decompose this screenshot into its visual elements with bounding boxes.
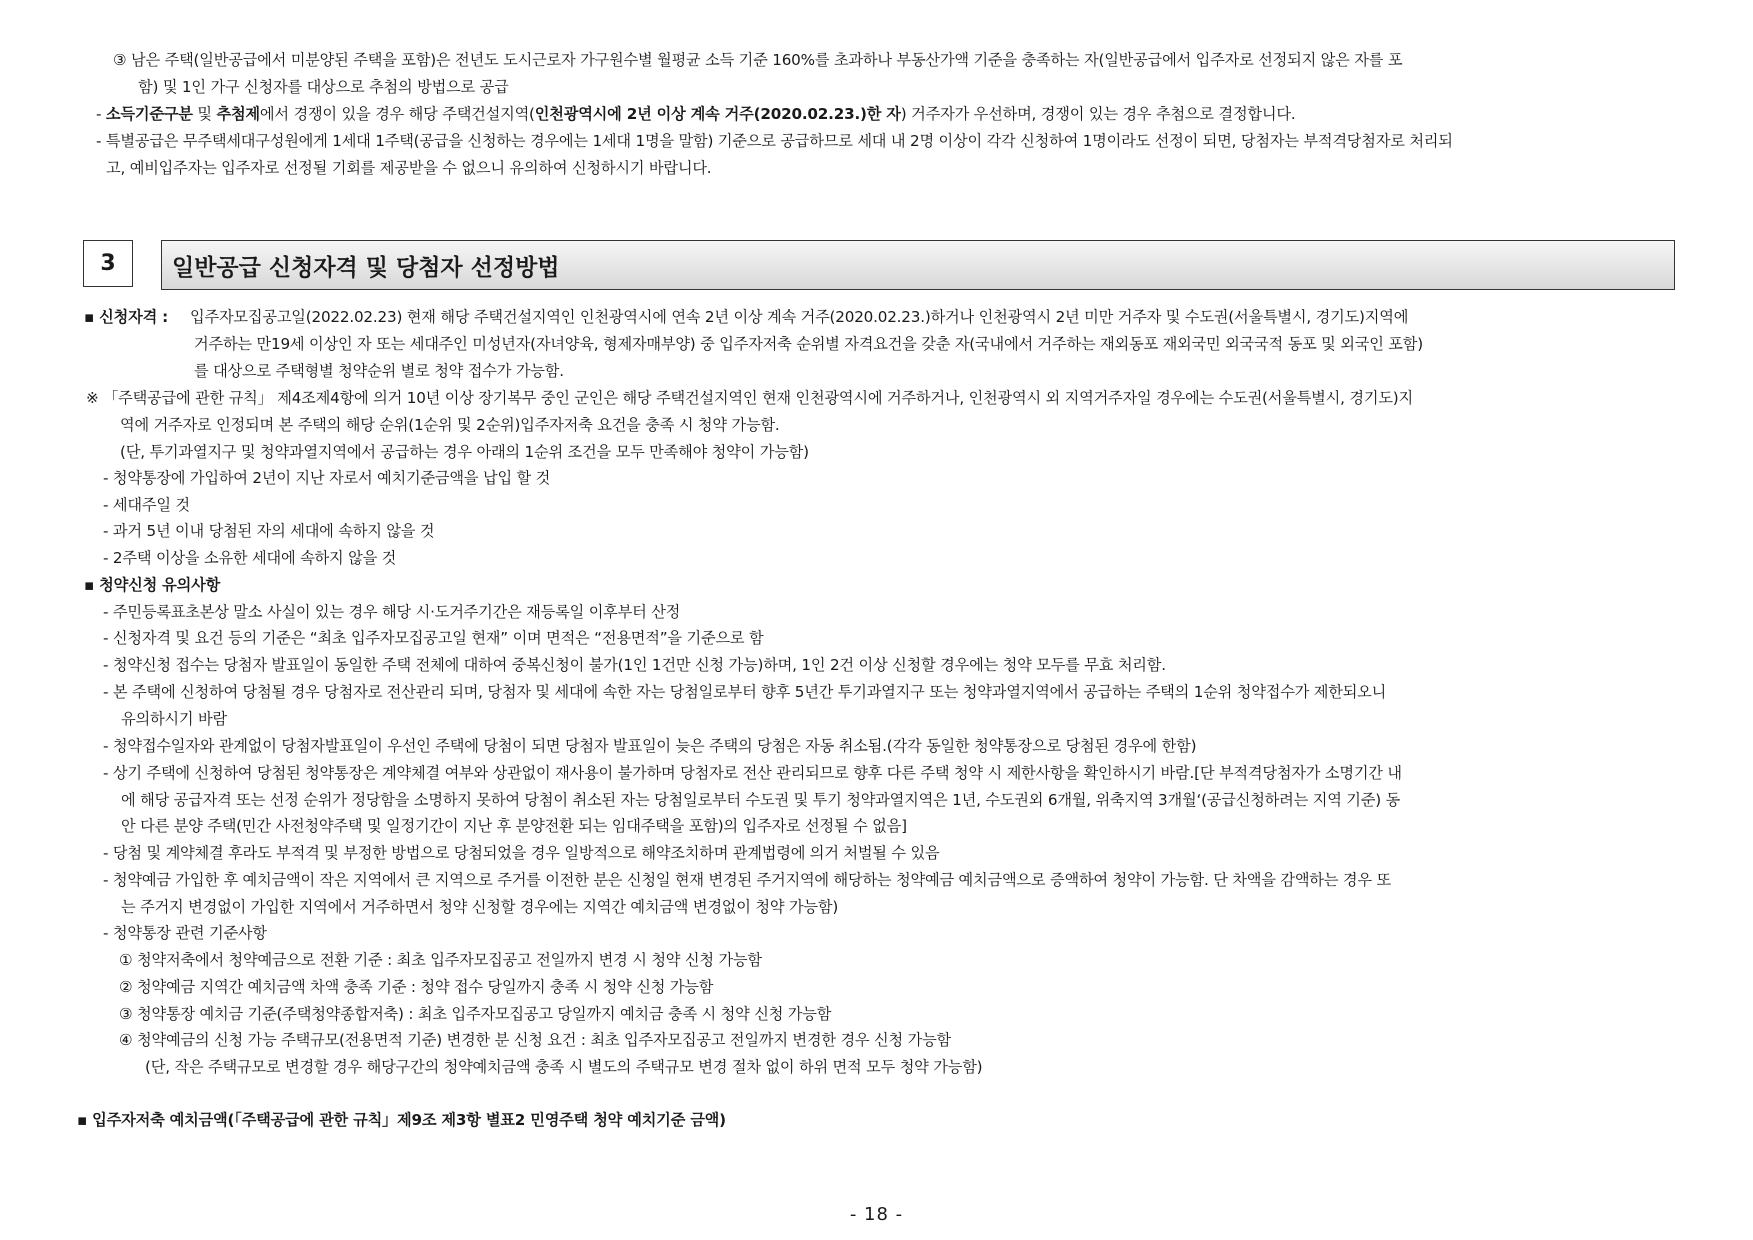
caution-line: - 상기 주택에 신청하여 당첨된 청약통장은 계약체결 여부와 상관없이 재사용이 불가하며 당첨자로 전산 관리되므로 향후 다른 주택 청약 시 제한사항을 확인하시기 바람.[단 부적격당첨자가 소명기간 내	[103, 764, 1402, 782]
caution-line: ③ 청약통장 예치금 기준(주택청약종합저축) : 최초 입주자모집공고 당일까지 예치금 충족 시 청약 신청 가능함	[119, 1005, 832, 1023]
caution-line: - 당첨 및 계약체결 후라도 부적격 및 부정한 방법으로 당첨되었을 경우 일방적으로 해약조치하며 관계법령에 의거 처벌될 수 있음	[103, 844, 940, 862]
military-note-line3: (단, 투기과열지구 및 청약과열지역에서 공급하는 경우 아래의 1순위 조건을 모두 만족해야 청약이 가능함)	[120, 443, 809, 461]
special-supply-note-line1: - 특별공급은 무주택세대구성원에게 1세대 1주택(공급을 신청하는 경우에는 1세대 1명을 말함) 기준으로 공급하므로 세대 내 2명 이상이 각각 신청하여 1명이라도 선정이 되면, 당첨자는 부적격당첨자로 처리되	[96, 132, 1453, 150]
military-note-line1: ※ 「주택공급에 관한 규칙」 제4조제4항에 의거 10년 이상 장기복무 중인 군인은 해당 주택건설지역인 현재 인천광역시에 거주하거나, 인천광역시 외 지역거주자일 경우에는 수도권(서울특별시, 경기도)지	[86, 389, 1413, 407]
caution-line: 안 다른 분양 주택(민간 사전청약주택 및 일정기간이 지난 후 분양전환 되는 임대주택을 포함)의 입주자로 선정될 수 없음]	[121, 817, 907, 835]
caution-line: ② 청약예금 지역간 예치금액 차액 충족 기준 : 청약 접수 당일까지 충족 시 청약 신청 가능함	[119, 978, 714, 996]
caution-line: - 청약신청 접수는 당첨자 발표일이 동일한 주택 전체에 대하여 중복신청이 불가(1인 1건만 신청 가능)하며, 1인 2건 이상 신청할 경우에는 청약 모두를 무효 처리함.	[103, 656, 1166, 674]
income-note-bold2: 추첨제	[216, 105, 260, 123]
caution-line: 에 해당 공급자격 또는 선정 순위가 정당함을 소명하지 못하여 당첨이 취소된 자는 당첨일로부터 수도권 및 투기 청약과열지역은 1년, 수도권외 6개월, 위축지역 3개월‘(공급신청하려는 지역 기준) 동	[121, 791, 1401, 809]
caution-line: - 주민등록표초본상 말소 사실이 있는 경우 해당 시·도거주기간은 재등록일 이후부터 산정	[103, 603, 681, 621]
caution-line: 는 주거지 변경없이 가입한 지역에서 거주하면서 청약 신청할 경우에는 지역간 예치금액 변경없이 청약 가능함)	[121, 898, 839, 916]
qualification-line3: 를 대상으로 주택형별 청약순위 별로 청약 접수가 가능함.	[194, 362, 564, 380]
income-priority-note	[96, 104, 1295, 124]
first-rank-condition: - 청약통장에 가입하여 2년이 지난 자로서 예치기준금액을 납입 할 것	[103, 469, 551, 487]
page-number: - 18 -	[849, 1204, 904, 1225]
cautions-heading: ▪ 청약신청 유의사항	[84, 576, 221, 594]
caution-line: (단, 작은 주택규모로 변경할 경우 해당구간의 청약예치금액 충족 시 별도의 주택규모 변경 절차 없이 하위 면적 모두 청약 가능함)	[145, 1058, 983, 1076]
deposit-heading: ▪ 입주자저축 예치금액(「주택공급에 관한 규칙」제9조 제3항 별표2 민영주택 청약 예치기준 금액)	[77, 1111, 726, 1129]
qualification-line2: 거주하는 만19세 이상인 자 또는 세대주인 미성년자(자녀양육, 형제자매부양) 중 입주자저축 순위별 자격요건을 갖춘 자(국내에서 거주하는 재외동포 재외국민 외국국적 동포 및 외국인 포함)	[194, 335, 1423, 353]
caution-line: ① 청약저축에서 청약예금으로 전환 기준 : 최초 입주자모집공고 전일까지 변경 시 청약 신청 가능함	[119, 951, 762, 969]
note-item-3-line2: 함) 및 1인 가구 신청자를 대상으로 추첨의 방법으로 공급	[138, 78, 509, 96]
first-rank-condition: - 2주택 이상을 소유한 세대에 속하지 않을 것	[103, 549, 397, 567]
caution-line: 유의하시기 바람	[121, 710, 227, 728]
caution-line: - 청약통장 관련 기준사항	[103, 924, 267, 942]
special-supply-note-line2: 고, 예비입주자는 입주자로 선정될 기회를 제공받을 수 없으니 유의하여 신청하시기 바랍니다.	[106, 159, 712, 177]
income-note-mid1: 및	[192, 105, 217, 123]
military-note-line2: 역에 거주자로 인정되며 본 주택의 해당 순위(1순위 및 2순위)입주자저축 요건을 충족 시 청약 가능함.	[120, 416, 780, 434]
section-title: 일반공급 신청자격 및 당첨자 선정방법	[172, 254, 560, 281]
caution-line: - 신청자격 및 요건 등의 기준은 “최초 입주자모집공고일 현재” 이며 면적은 “전용면적”을 기준으로 함	[103, 629, 764, 647]
qualification-label: ▪ 신청자격 :	[84, 308, 169, 326]
income-note-bold3: 인천광역시에 2년 이상 계속 거주(2020.02.23.)한 자	[534, 105, 901, 123]
caution-line: - 청약접수일자와 관계없이 당첨자발표일이 우선인 주택에 당첨이 되면 당첨자 발표일이 늦은 주택의 당첨은 자동 취소됨.(각각 동일한 청약통장으로 당첨된 경우에 한함)	[103, 737, 1197, 755]
section-number-box	[83, 240, 133, 287]
section-number: 3	[100, 251, 116, 276]
caution-line: ④ 청약예금의 신청 가능 주택규모(전용면적 기준) 변경한 분 신청 요건 : 최초 입주자모집공고 전일까지 변경한 경우 신청 가능함	[119, 1031, 952, 1049]
first-rank-condition: - 과거 5년 이내 당첨된 자의 세대에 속하지 않을 것	[103, 522, 435, 540]
qualification-line1: 입주자모집공고일(2022.02.23) 현재 해당 주택건설지역인 인천광역시에 연속 2년 이상 계속 거주(2020.02.23.)하거나 인천광역시 2년 미만 거주자 및 수도권(서울특별시, 경기도)지역에	[190, 308, 1409, 326]
income-note-bold1: 소득기준구분	[105, 105, 193, 123]
income-note-mid2: 에서 경쟁이 있을 경우 해당 주택건설지역(	[259, 105, 535, 123]
income-note-prefix: -	[96, 105, 106, 123]
caution-line: - 본 주택에 신청하여 당첨될 경우 당첨자로 전산관리 되며, 당첨자 및 세대에 속한 자는 당첨일로부터 향후 5년간 투기과열지구 또는 청약과열지역에서 공급하는 주택의 1순위 청약접수가 제한되오니	[103, 683, 1387, 701]
first-rank-condition: - 세대주일 것	[103, 496, 190, 514]
note-item-3-line1: ③ 남은 주택(일반공급에서 미분양된 주택을 포함)은 전년도 도시근로자 가구원수별 월평균 소득 기준 160%를 초과하나 부동산가액 기준을 충족하는 자(일반공급에서 입주자로 선정되지 않은 자를 포	[113, 51, 1403, 69]
section-title-box	[161, 240, 1675, 290]
income-note-suffix: ) 거주자가 우선하며, 경쟁이 있는 경우 추첨으로 결정합니다.	[900, 105, 1296, 123]
caution-line: - 청약예금 가입한 후 예치금액이 작은 지역에서 큰 지역으로 주거를 이전한 분은 신청일 현재 변경된 주거지역에 해당하는 청약예금 예치금액으로 증액하여 청약이 가능함. 단 차액을 감액하는 경우 또	[103, 871, 1391, 889]
